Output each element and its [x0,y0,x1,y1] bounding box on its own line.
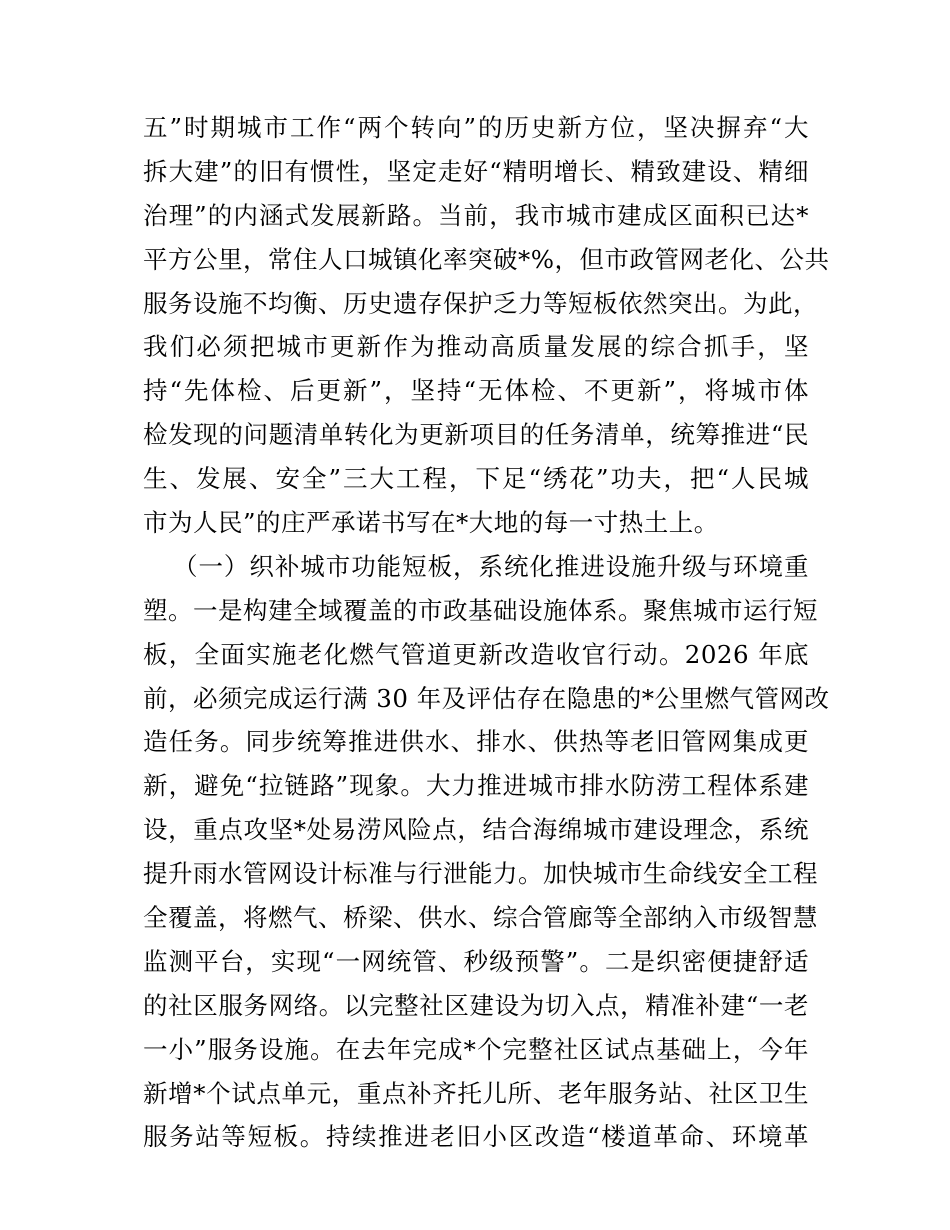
text-line: 设，重点攻坚*处易涝风险点，结合海绵城市建设理念，系统 [143,815,809,845]
text-line: 全覆盖，将燃气、桥梁、供水、综合管廊等全部纳入市级智慧 [143,903,818,933]
text-line: 拆大建”的旧有惯性，坚定走好“精明增长、精致建设、精细 [143,156,809,186]
text-line: 五”时期城市工作“两个转向”的历史新方位，坚决摒弃“大 [143,113,809,142]
text-line: 平方公里，常住人口城镇化率突破*%，但市政管网老化、公共 [143,244,830,274]
document-body [143,106,830,1159]
text-line: 监测平台，实现“一网统管、秒级预警”。二是织密便捷舒适 [143,946,809,976]
text-line: 我们必须把城市更新作为推动高质量发展的综合抓手，坚 [143,332,809,362]
text-line: 生、发展、安全”三大工程，下足“绣花”功夫，把“人民城 [143,464,809,494]
text-line: 的社区服务网络。以完整社区建设为切入点，精准补建“一老 [143,990,809,1020]
text-line: 服务站等短板。持续推进老旧小区改造“楼道革命、环境革 [143,1122,809,1152]
text-line: 提升雨水管网设计标准与行泄能力。加快城市生命线安全工程 [143,859,818,889]
text-line: 持“先体检、后更新”，坚持“无体检、不更新”，将城市体 [143,376,809,406]
text-line: 一小”服务设施。在去年完成*个完整社区试点基础上，今年 [143,1034,809,1064]
section-heading-line: （一）织补城市功能短板，系统化推进设施升级与环境重 [173,551,809,581]
text-line: 检发现的问题清单转化为更新项目的任务清单，统筹推进“民 [143,420,809,450]
text-line: 前，必须完成运行满 30 年及评估存在隐患的*公里燃气管网改 [143,683,830,713]
text-line: 治理”的内涵式发展新路。当前，我市城市建成区面积已达* [143,200,809,230]
text-line: 新增*个试点单元，重点补齐托儿所、老年服务站、社区卫生 [143,1078,809,1108]
text-line: 服务设施不均衡、历史遗存保护乏力等短板依然突出。为此， [143,288,818,318]
text-line: 新，避免“拉链路”现象。大力推进城市排水防涝工程体系建 [143,771,809,801]
text-line: 塑。一是构建全域覆盖的市政基础设施体系。聚焦城市运行短 [143,595,818,625]
text-line: 板，全面实施老化燃气管道更新改造收官行动。2026 年底 [143,639,809,669]
text-line: 造任务。同步统筹推进供水、排水、供热等老旧管网集成更 [143,727,809,757]
text-line: 市为人民”的庄严承诺书写在*大地的每一寸热土上。 [143,508,719,538]
